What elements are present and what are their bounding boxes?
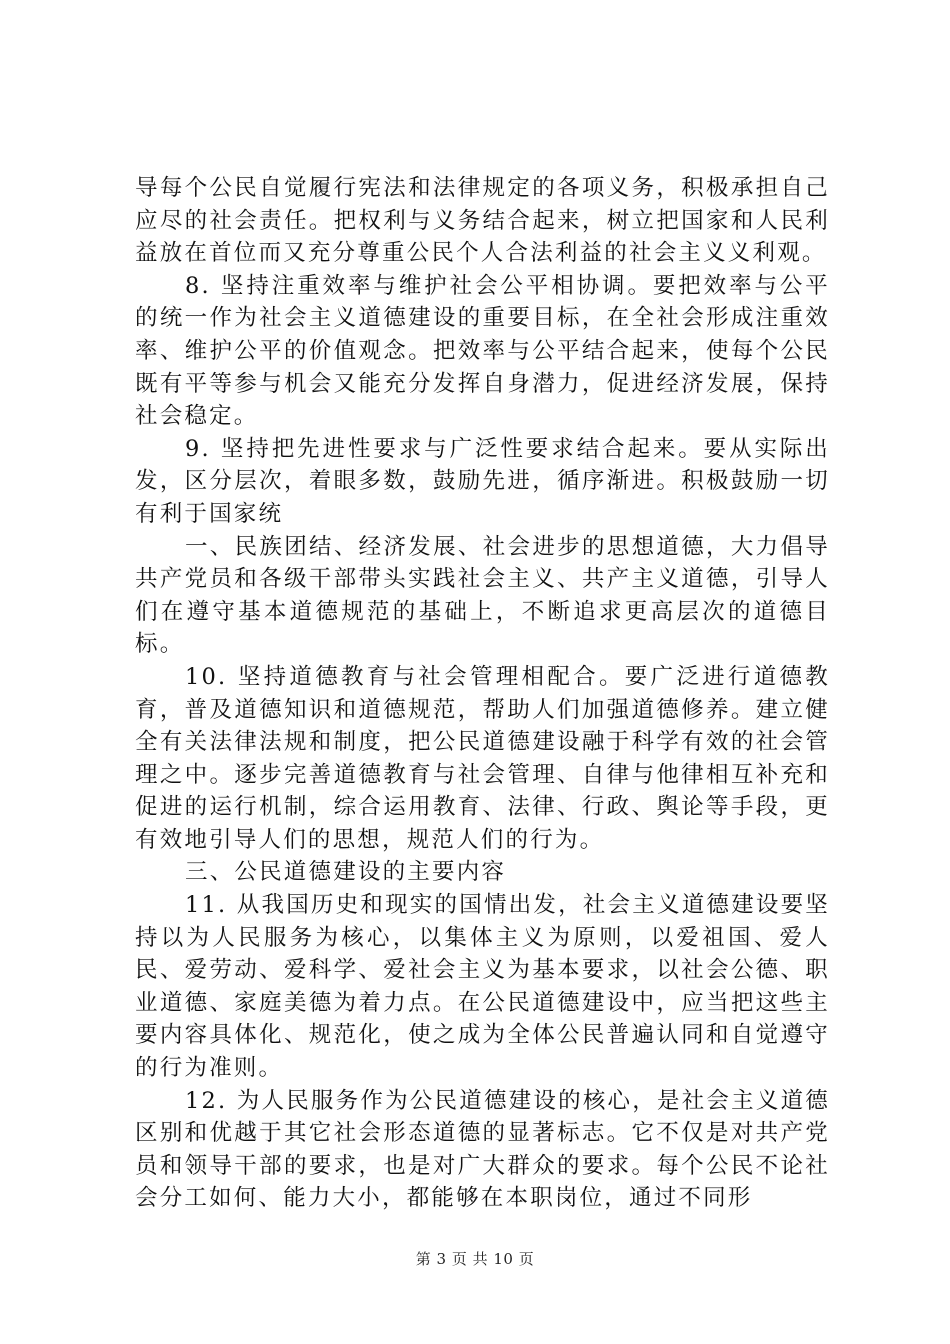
paragraph-item-10: 10. 坚持道德教育与社会管理相配合。要广泛进行道德教育，普及道德知识和道德规范，帮助人们加强道德修养。建立健全有关法律法规和制度，把公民道德建设融于科学有效的社会管理之中。逐步完善道德教育与社会管理、自律与他律相互补充和促进的运行机制，综合运用教育、法律、行政、舆论等手段，更有效地引导人们的思想，规范人们的行为。 <box>135 663 830 853</box>
paragraph-item-9-continued: 一、民族团结、经济发展、社会进步的思想道德，大力倡导共产党员和各级干部带头实践社会主义、共产主义道德，引导人们在遵守基本道德规范的基础上，不断追求更高层次的道德目标。 <box>135 533 830 658</box>
paragraph-item-11: 11. 从我国历史和现实的国情出发，社会主义道德建设要坚持以为人民服务为核心，以集体主义为原则，以爱祖国、爱人民、爱劳动、爱科学、爱社会主义为基本要求，以社会公德、职业道德、家庭美德为着力点。在公民道德建设中，应当把这些主要内容具体化、规范化，使之成为全体公民普遍认同和自觉遵守的行为准则。 <box>135 892 830 1082</box>
paragraph-item-12: 12. 为人民服务作为公民道德建设的核心，是社会主义道德区别和优越于其它社会形态道德的显著标志。它不仅是对共产党员和领导干部的要求，也是对广大群众的要求。每个公民不论社会分工如何、能力大小，都能够在本职岗位，通过不同形 <box>135 1087 830 1212</box>
paragraph-item-9: 9. 坚持把先进性要求与广泛性要求结合起来。要从实际出发，区分层次，着眼多数，鼓励先进，循序渐进。积极鼓励一切有利于国家统 <box>135 435 830 527</box>
page-footer: 第 3 页 共 10 页 <box>415 1250 535 1268</box>
section-heading-3: 三、公民道德建设的主要内容 <box>185 859 507 886</box>
paragraph-item-8: 8. 坚持注重效率与维护社会公平相协调。要把效率与公平的统一作为社会主义道德建设的重要目标，在全社会形成注重效率、维护公平的价值观念。把效率与公平结合起来，使每个公民既有平等参与机会又能充分发挥自身潜力，促进经济发展，保持社会稳定。 <box>135 272 830 430</box>
paragraph-continuation: 导每个公民自觉履行宪法和法律规定的各项义务，积极承担自己应尽的社会责任。把权利与义务结合起来，树立把国家和人民利益放在首位而又充分尊重公民个人合法利益的社会主义义利观。 <box>135 175 830 267</box>
document-body <box>135 172 830 1215</box>
